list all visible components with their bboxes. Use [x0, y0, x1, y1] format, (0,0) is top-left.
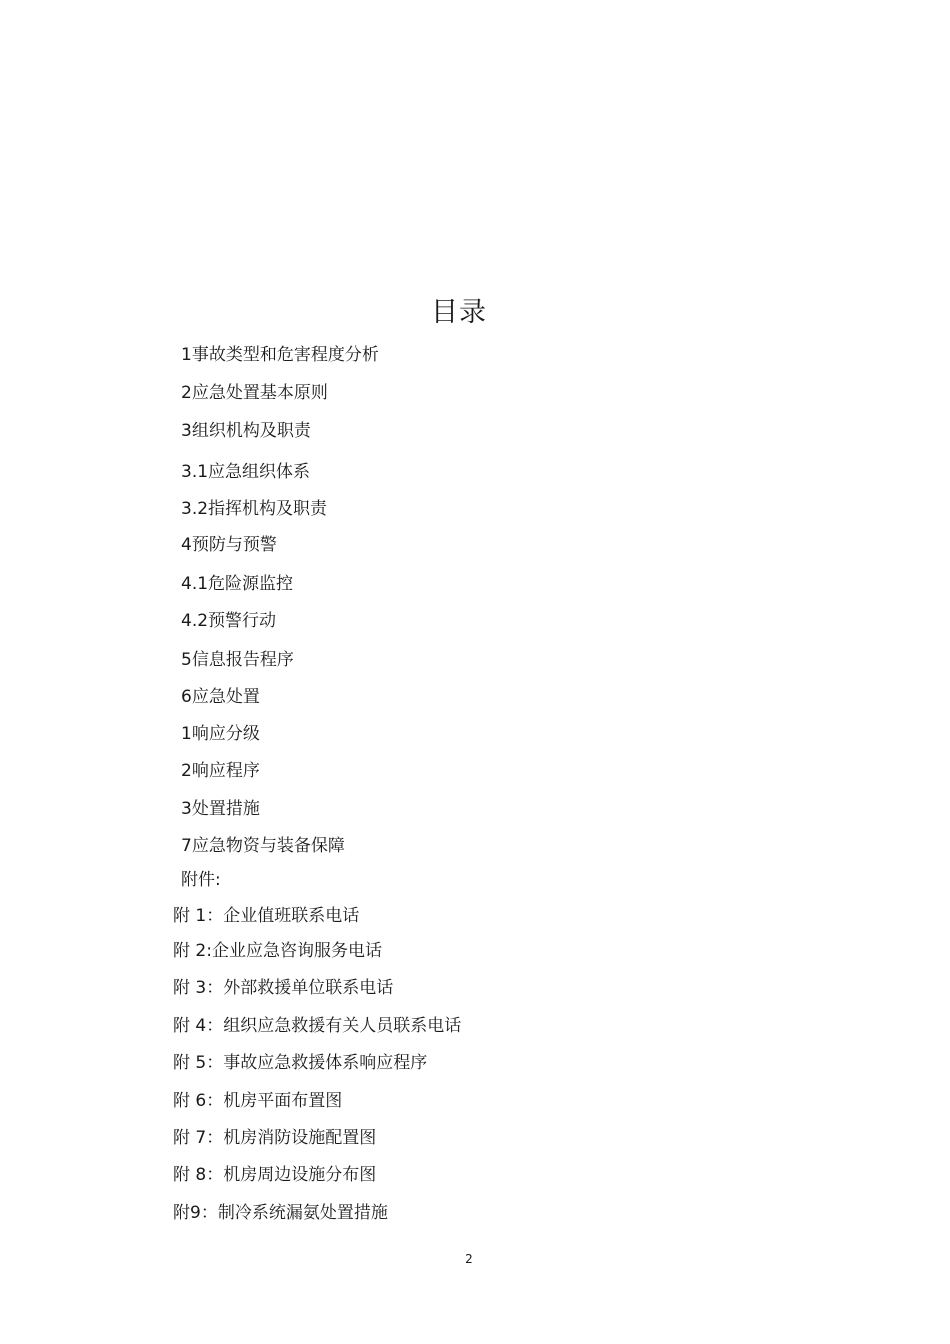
toc-item: 7应急物资与装备保障 — [181, 836, 345, 856]
toc-item: 2应急处置基本原则 — [181, 383, 328, 403]
toc-item: 5信息报告程序 — [181, 650, 294, 670]
appendix-item: 附 6：机房平面布置图 — [173, 1091, 343, 1111]
toc-item: 4.1危险源监控 — [181, 574, 294, 594]
appendix-item: 附 1：企业值班联系电话 — [173, 906, 360, 926]
toc-item: 1事故类型和危害程度分析 — [181, 345, 379, 365]
appendix-item: 附 8：机房周边设施分布图 — [173, 1165, 377, 1185]
appendix-item: 附 2:企业应急咨询服务电话 — [173, 941, 382, 961]
toc-item: 3处置措施 — [181, 799, 260, 819]
toc-item-appendix-heading: 附件: — [181, 870, 221, 890]
toc-item: 4预防与预警 — [181, 535, 277, 555]
toc-item: 6应急处置 — [181, 687, 260, 707]
toc-item: 3.1应急组织体系 — [181, 462, 311, 482]
toc-item: 3.2指挥机构及职责 — [181, 499, 328, 519]
page-number: 2 — [465, 1252, 473, 1266]
toc-item: 2响应程序 — [181, 761, 260, 781]
page-title: 目录 — [431, 297, 487, 328]
toc-item: 1响应分级 — [181, 724, 260, 744]
appendix-item: 附9：制冷系统漏氨处置措施 — [173, 1203, 388, 1223]
appendix-item: 附 3：外部救援单位联系电话 — [173, 978, 394, 998]
toc-item: 4.2预警行动 — [181, 611, 277, 631]
appendix-item: 附 4：组织应急救援有关人员联系电话 — [173, 1016, 462, 1036]
appendix-item: 附 5：事故应急救援体系响应程序 — [173, 1053, 428, 1073]
appendix-item: 附 7：机房消防设施配置图 — [173, 1128, 377, 1148]
toc-item: 3组织机构及职责 — [181, 421, 311, 441]
